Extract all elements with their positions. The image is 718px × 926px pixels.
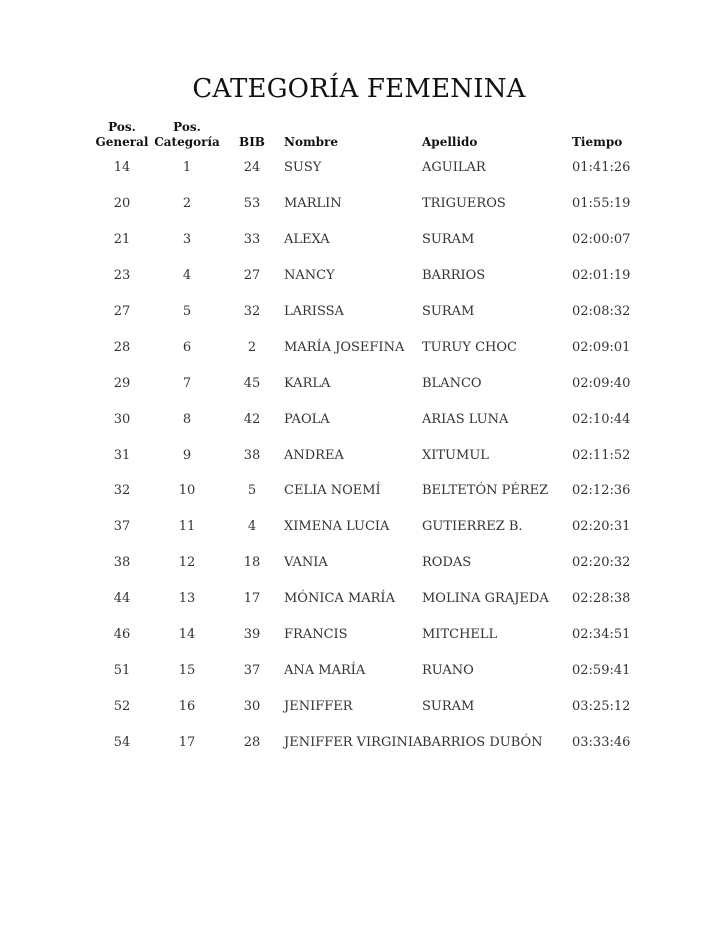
cell-tiempo: 02:34:51 [572,627,631,643]
header-pos-general [90,118,154,150]
table-row [90,186,650,222]
table-row [90,401,650,437]
header-pos-categoria-line2: Categoría [154,135,220,149]
cell-nombre: CELIA NOEMÍ [284,483,381,499]
cell-pos-general: 29 [113,375,131,391]
cell-pos-general: 32 [113,483,131,499]
cell-pos-categoria: 14 [178,627,196,643]
cell-pos-categoria: 5 [182,304,192,319]
cell-nombre: KARLA [284,375,331,391]
cell-tiempo: 02:01:19 [572,268,631,284]
table-row [90,473,650,509]
cell-pos-general: 23 [113,268,131,284]
table-row [90,150,650,186]
cell-pos-categoria: 15 [178,662,196,678]
cell-bib: 5 [247,483,257,499]
cell-nombre: MARLIN [284,196,342,212]
header-nombre: Nombre [284,135,339,149]
cell-bib: 27 [243,268,261,284]
cell-pos-categoria: 2 [182,196,192,212]
header-tiempo: Tiempo [572,135,623,149]
cell-nombre: ANA MARÍA [284,662,366,678]
table-body [90,150,650,760]
cell-nombre: ALEXA [284,232,330,248]
cell-pos-categoria: 10 [178,483,196,499]
cell-bib: 2 [247,339,257,355]
cell-pos-categoria: 11 [178,519,196,535]
page-title: CATEGORÍA FEMENINA [192,74,526,104]
cell-pos-general: 27 [113,304,131,319]
cell-pos-general: 44 [113,591,131,607]
cell-pos-general: 52 [113,698,131,714]
cell-bib: 30 [243,698,261,714]
cell-nombre: PAOLA [284,411,330,427]
table-header [90,118,650,150]
table-row [90,724,650,760]
cell-apellido: SURAM [422,304,475,319]
table-row [90,437,650,473]
table-row [90,581,650,617]
cell-pos-categoria: 13 [178,591,196,607]
cell-apellido: TRIGUEROS [422,196,506,212]
cell-apellido: XITUMUL [422,447,489,463]
cell-bib: 39 [243,627,261,643]
cell-pos-categoria: 4 [182,268,192,284]
cell-apellido: RUANO [422,662,474,678]
cell-pos-categoria: 8 [182,411,192,427]
cell-nombre: SUSY [284,160,322,176]
cell-tiempo: 02:12:36 [572,483,631,499]
table-row [90,294,650,330]
table-row [90,509,650,545]
cell-nombre: VANIA [284,555,328,571]
header-pos-categoria [154,118,220,150]
header-pos-general-line2: General [95,135,149,149]
cell-pos-general: 31 [113,447,131,463]
cell-nombre: NANCY [284,268,335,284]
cell-apellido: GUTIERREZ B. [422,519,523,535]
cell-tiempo: 01:55:19 [572,196,631,212]
cell-pos-general: 38 [113,555,131,571]
cell-bib: 38 [243,447,261,463]
cell-apellido: BARRIOS [422,268,486,284]
cell-tiempo: 02:08:32 [572,304,631,319]
cell-pos-categoria: 17 [178,734,196,750]
table-row [90,652,650,688]
cell-apellido: BLANCO [422,375,482,391]
cell-bib: 17 [243,591,261,607]
cell-pos-categoria: 6 [182,339,192,355]
cell-bib: 18 [243,555,261,571]
cell-bib: 33 [243,232,261,248]
cell-apellido: ARIAS LUNA [422,411,509,427]
cell-apellido: SURAM [422,698,475,714]
cell-bib: 4 [247,519,257,535]
cell-pos-general: 30 [113,411,131,427]
cell-tiempo: 02:20:31 [572,519,631,535]
cell-tiempo: 02:11:52 [572,447,631,463]
header-row [90,118,650,150]
cell-pos-categoria: 16 [178,698,196,714]
cell-pos-categoria: 3 [182,232,192,248]
cell-pos-general: 46 [113,627,131,643]
cell-nombre: XIMENA LUCIA [284,519,390,535]
cell-apellido: SURAM [422,232,475,248]
cell-pos-categoria: 7 [182,375,192,391]
header-apellido: Apellido [422,135,478,149]
cell-apellido: MITCHELL [422,627,498,643]
cell-nombre: JENIFFER VIRGINIA [284,734,423,750]
cell-nombre: FRANCIS [284,627,348,643]
cell-bib: 53 [243,196,261,212]
cell-pos-general: 37 [113,519,131,535]
cell-pos-general: 20 [113,196,131,212]
table-row [90,545,650,581]
cell-tiempo: 02:20:32 [572,555,631,571]
table-row [90,329,650,365]
cell-apellido: MOLINA GRAJEDA [422,591,549,607]
cell-bib: 32 [243,304,261,319]
cell-tiempo: 01:41:26 [572,160,631,176]
cell-tiempo: 02:10:44 [572,411,631,427]
cell-pos-general: 54 [113,734,131,750]
cell-bib: 42 [243,411,261,427]
cell-tiempo: 02:00:07 [572,232,631,248]
cell-tiempo: 03:33:46 [572,734,631,750]
cell-tiempo: 02:59:41 [572,662,631,678]
cell-apellido: BELTETÓN PÉREZ [422,483,549,499]
cell-pos-categoria: 1 [182,160,192,176]
table-row [90,617,650,653]
cell-pos-categoria: 9 [182,447,192,463]
cell-pos-general: 21 [113,232,131,248]
header-bib: BIB [239,135,265,149]
cell-apellido: TURUY CHOC [422,339,517,355]
cell-bib: 37 [243,662,261,678]
cell-apellido: RODAS [422,555,472,571]
cell-nombre: MARÍA JOSEFINA [284,339,405,355]
table-row [90,365,650,401]
cell-tiempo: 03:25:12 [572,698,631,714]
cell-tiempo: 02:09:40 [572,375,631,391]
cell-nombre: ANDREA [284,447,344,463]
cell-pos-general: 14 [113,160,131,176]
table-row [90,258,650,294]
cell-bib: 24 [243,160,261,176]
results-table [90,118,650,760]
cell-pos-categoria: 12 [178,555,196,571]
cell-bib: 45 [243,375,261,391]
table-row [90,222,650,258]
header-pos-categoria-line1: Pos. [173,120,201,134]
cell-bib: 28 [243,734,261,750]
cell-tiempo: 02:28:38 [572,591,631,607]
header-pos-general-line1: Pos. [108,120,136,134]
cell-pos-general: 28 [113,339,131,355]
cell-apellido: BARRIOS DUBÓN [422,734,543,750]
cell-apellido: AGUILAR [422,160,486,176]
cell-nombre: JENIFFER [284,698,353,714]
cell-pos-general: 51 [113,662,131,678]
cell-tiempo: 02:09:01 [572,339,631,355]
table-row [90,688,650,724]
cell-nombre: MÓNICA MARÍA [284,591,395,607]
cell-nombre: LARISSA [284,304,344,319]
